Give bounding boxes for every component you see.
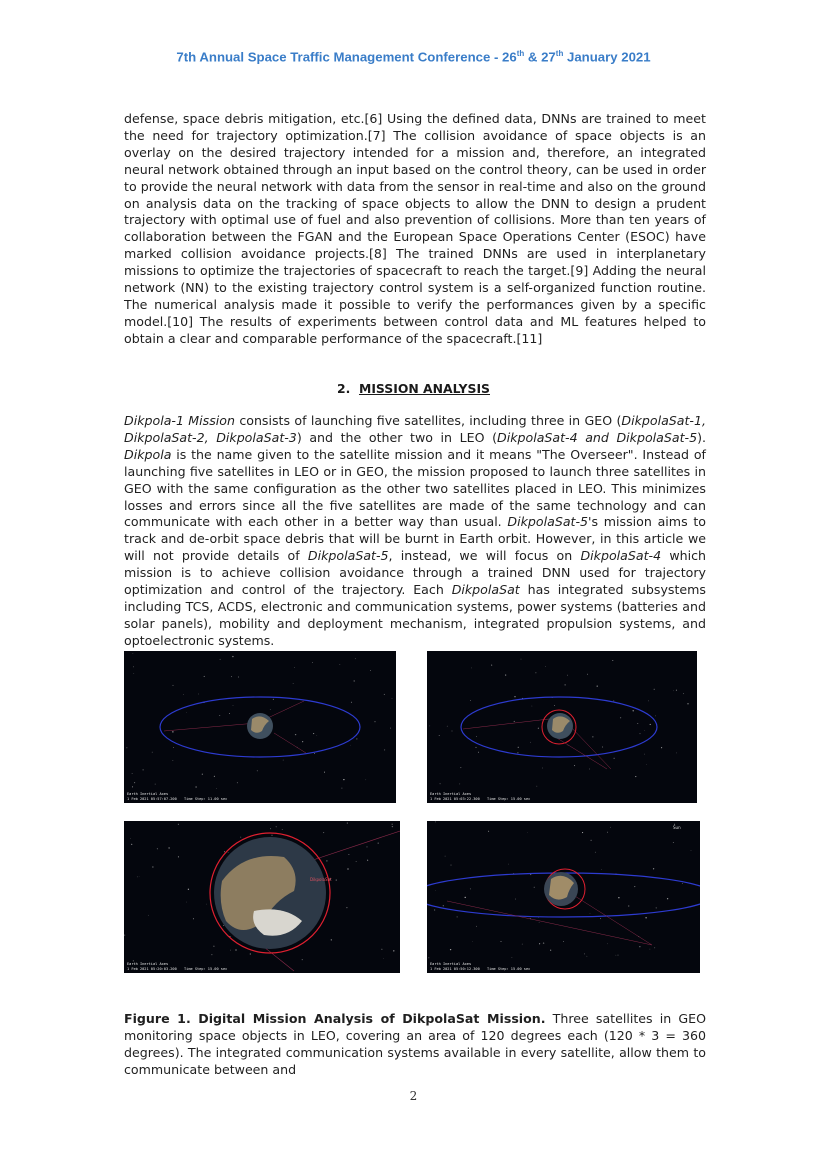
star [654,689,655,690]
star [613,700,614,701]
star [173,760,174,761]
star [351,702,352,703]
star [270,709,271,710]
star [590,840,591,841]
star [381,949,382,950]
star [443,905,444,906]
star [687,703,688,704]
star [231,676,232,677]
star [440,783,441,784]
star [543,942,544,943]
star [563,941,564,942]
star [532,706,533,707]
star [134,673,135,674]
star [683,693,684,694]
star [600,918,601,919]
star [240,837,241,838]
star [183,694,184,695]
star [592,736,593,737]
frame-date: 1 Feb 2021 05:57:07.200 [127,797,177,801]
star [460,767,461,768]
star [224,851,225,852]
star [230,950,231,951]
star [439,735,440,736]
star [471,668,472,669]
star [450,865,451,866]
star [429,726,430,727]
star [667,898,668,899]
frame-label: Earth Inertial Axes [430,792,472,796]
star [587,956,588,957]
section-number: 2. [337,381,351,396]
star [393,950,394,951]
star [366,780,367,781]
star [654,947,655,948]
star [612,660,613,661]
sun-label: Sun [673,825,681,830]
star [367,860,368,861]
figure-caption [124,1011,706,1079]
star [650,949,651,950]
figure-panel-3 [124,821,400,973]
star [294,667,295,668]
star [250,953,251,954]
star [646,764,647,765]
star [168,847,169,848]
star [214,776,215,777]
star [488,831,489,832]
star [229,713,230,714]
star [539,922,540,923]
star [656,907,657,908]
star [512,957,513,958]
star [554,705,555,706]
star [451,730,452,731]
star [470,700,471,701]
comm-link [567,891,652,945]
star [673,842,674,843]
star [336,879,337,880]
star [282,829,283,830]
star [283,760,284,761]
star [618,955,619,956]
frame-step: Time Step: 15.00 sec [487,967,531,971]
star [620,717,621,718]
star [640,733,641,734]
star [691,850,692,851]
star [530,742,531,743]
figure-panel-4 [427,821,700,973]
star [133,653,134,654]
star [522,944,523,945]
star [538,728,539,729]
star [195,786,196,787]
star [293,683,294,684]
star [534,887,535,888]
star [607,944,608,945]
star [637,723,638,724]
star [653,868,654,869]
star [447,726,448,727]
caption-text: Three satellites in GEO monitoring space objects in LEO, covering an area of 120 degrees each (120 * 3 = 360 degrees). The integrated communication systems available in every satellite, allow them to communicate between and [124,1011,706,1077]
star [347,868,348,869]
frame-label: Earth Inertial Axes [127,792,169,796]
star [133,666,134,667]
comm-link [274,733,306,753]
star [550,950,551,951]
star [213,946,214,947]
star [535,672,536,673]
star [186,902,187,903]
star [139,876,140,877]
star [567,675,568,676]
page-number: 2 [409,1089,418,1103]
star [676,690,677,691]
star [383,958,384,959]
star [565,684,566,685]
frame-date: 1 Feb 2021 05:50:12.300 [430,967,480,971]
star [370,670,371,671]
star [356,738,357,739]
star [445,856,446,857]
star [157,848,158,849]
star [655,716,656,717]
star [148,915,149,916]
star [472,941,473,942]
star [514,721,515,722]
star [616,955,617,956]
frame-step: Time Step: 11.00 sec [184,797,228,801]
star [193,918,194,919]
star [476,926,477,927]
star [341,788,342,789]
star [392,824,393,825]
figure-panel-1 [124,651,396,803]
star [515,899,516,900]
star [216,788,217,789]
intro-paragraph: defense, space debris mitigation, etc.[6] Using the defined data, DNNs are trained to meet the need for trajectory optimization.[7] The collision avoidance of space objects is an overlay on the desired trajectory intended for a mission and, therefore, an integrated neural network obtained through an input based on the control theory, can be used in order to provide the neural network with data from the sensor in real-time and also on the ground on analysis data on the tracking of space objects to allow the DNN to design a prudent trajectory with optimal use of fuel and also prevention of collisions. More than ten years of collaboration between the FGAN and the European Space Operations Center (ESOC) have marked collision avoidance projects.[8] The trained DNNs are used in interplanetary missions to optimize the trajectories of spacecraft to reach the target.[9] Adding the neural network (NN) to the existing trajectory control system is a self-organized function routine. The numerical analysis made it possible to verify the performances given by a specific model.[10] The results of experiments between control data and ML features helped to obtain a clear and comparable performance of the spacecraft.[11] [124,111,706,346]
star [384,694,385,695]
star [614,758,615,759]
section-heading [0,381,827,396]
star [536,786,537,787]
star [198,694,199,695]
star [130,838,131,839]
comm-link [164,723,257,731]
star [317,735,318,736]
frame-step: Time Step: 15.00 sec [184,967,228,971]
section-title: MISSION ANALYSIS [358,381,490,396]
star [478,752,479,753]
mission-paragraph: Dikpola-1 Mission consists of launching five satellites, including three in GEO (DikpolaSat-1, DikpolaSat-2, DikpolaSat-3) and the other two in LEO (DikpolaSat-4 and DikpolaSat-5). Dikpola is the name given to the satellite mission and it means "The Overseer". Instead of launching five satellites in LEO or in GEO, the mission proposed to launch three satellites in GEO with the same configuration as the other two satellites placed in LEO. This minimizes losses and errors since all the five satellites are made of the same technology and can communicate with each other in a better way than usual. DikpolaSat-5's mission aims to track and de-orbit space debris that will be burnt in Earth orbit. However, in this article we will not provide details of DikpolaSat-5, instead, we will focus on DikpolaSat-4 which mission is to achieve collision avoidance through a trained DNN used for trajectory optimization and control of the trajectory. Each DikpolaSat has integrated subsystems including TCS, ACDS, electronic and communication systems, power systems (batteries and solar panels), mobility and deployment mechanism, integrated propulsion systems, and optoelectronic systems. [124,413,707,648]
star [348,854,349,855]
star [644,754,645,755]
star [521,659,522,660]
star [186,712,187,713]
comm-link [447,901,652,945]
star [587,674,588,675]
star [545,666,546,667]
star [172,731,173,732]
star [589,769,590,770]
star [232,656,233,657]
star [634,886,635,887]
star [514,696,515,697]
star [574,765,575,766]
star [390,728,391,729]
star [188,889,189,890]
sat-label: DikpolaSat [310,877,332,882]
star [295,734,296,735]
star [618,897,619,898]
star [276,826,277,827]
star [470,888,471,889]
star [542,768,543,769]
star [219,715,220,716]
star [602,747,603,748]
star [350,745,351,746]
star [501,941,502,942]
star [435,821,436,822]
star [517,752,518,753]
star [206,904,207,905]
star [132,773,133,774]
star [312,662,313,663]
star [610,827,611,828]
star [270,828,271,829]
star [628,906,629,907]
star [505,675,506,676]
star [676,753,677,754]
star [233,705,234,706]
star [607,832,608,833]
star [356,861,357,862]
star [238,677,239,678]
star [491,665,492,666]
star [584,953,585,954]
star [124,935,125,936]
star [582,832,583,833]
star [597,685,598,686]
star [428,957,429,958]
star [324,772,325,773]
star [645,730,646,731]
star [434,910,435,911]
star [131,844,132,845]
star [635,776,636,777]
star [384,749,385,750]
star [257,770,258,771]
star [673,690,674,691]
star [508,864,509,865]
star [202,774,203,775]
star [339,664,340,665]
star [314,753,315,754]
star [326,860,327,861]
figure-panel-2 [427,651,697,803]
star [392,826,393,827]
star [271,835,272,836]
star [465,897,466,898]
star [173,747,174,748]
frame-label: Earth Inertial Axes [430,962,472,966]
frame-date: 1 Feb 2021 05:03:22.300 [430,797,480,801]
star [237,782,238,783]
star [475,747,476,748]
star [302,741,303,742]
star [228,852,229,853]
star [143,769,144,770]
star [648,701,649,702]
star [178,856,179,857]
star [313,733,314,734]
star [457,916,458,917]
star [518,747,519,748]
star [374,721,375,722]
star [155,784,156,785]
star [367,846,368,847]
star [172,685,173,686]
star [220,659,221,660]
comm-link [463,719,549,729]
star [126,747,127,748]
star [331,939,332,940]
frame-step: Time Step: 15.00 sec [487,797,531,801]
star [354,680,355,681]
caption-title: Figure 1. Digital Mission Analysis of DikpolaSat Mission. [124,1011,546,1026]
star [527,832,528,833]
comm-link [552,735,607,769]
star [152,752,153,753]
star [539,943,540,944]
frame-date: 1 Feb 2021 05:20:03.200 [127,967,177,971]
star [595,852,596,853]
star [211,954,212,955]
star [137,877,138,878]
star [476,736,477,737]
star [645,917,646,918]
star [223,925,224,926]
star [601,869,602,870]
star [392,698,393,699]
star [347,823,348,824]
star [650,724,651,725]
star [152,866,153,867]
star [682,883,683,884]
star [590,913,591,914]
star [134,782,135,783]
star [355,658,356,659]
star [343,779,344,780]
star [378,842,379,843]
star [639,946,640,947]
star [450,949,451,950]
star [633,710,634,711]
conference-header: 7th Annual Space Traffic Management Conference - 26th & 27th January 2021 [176,49,651,65]
star [435,890,436,891]
star [132,786,133,787]
star [661,747,662,748]
star [178,824,179,825]
frame-label: Earth Inertial Axes [127,962,169,966]
star [204,676,205,677]
star [459,783,460,784]
star [302,959,303,960]
star [273,699,274,700]
star [346,907,347,908]
star [235,949,236,950]
star [323,832,324,833]
